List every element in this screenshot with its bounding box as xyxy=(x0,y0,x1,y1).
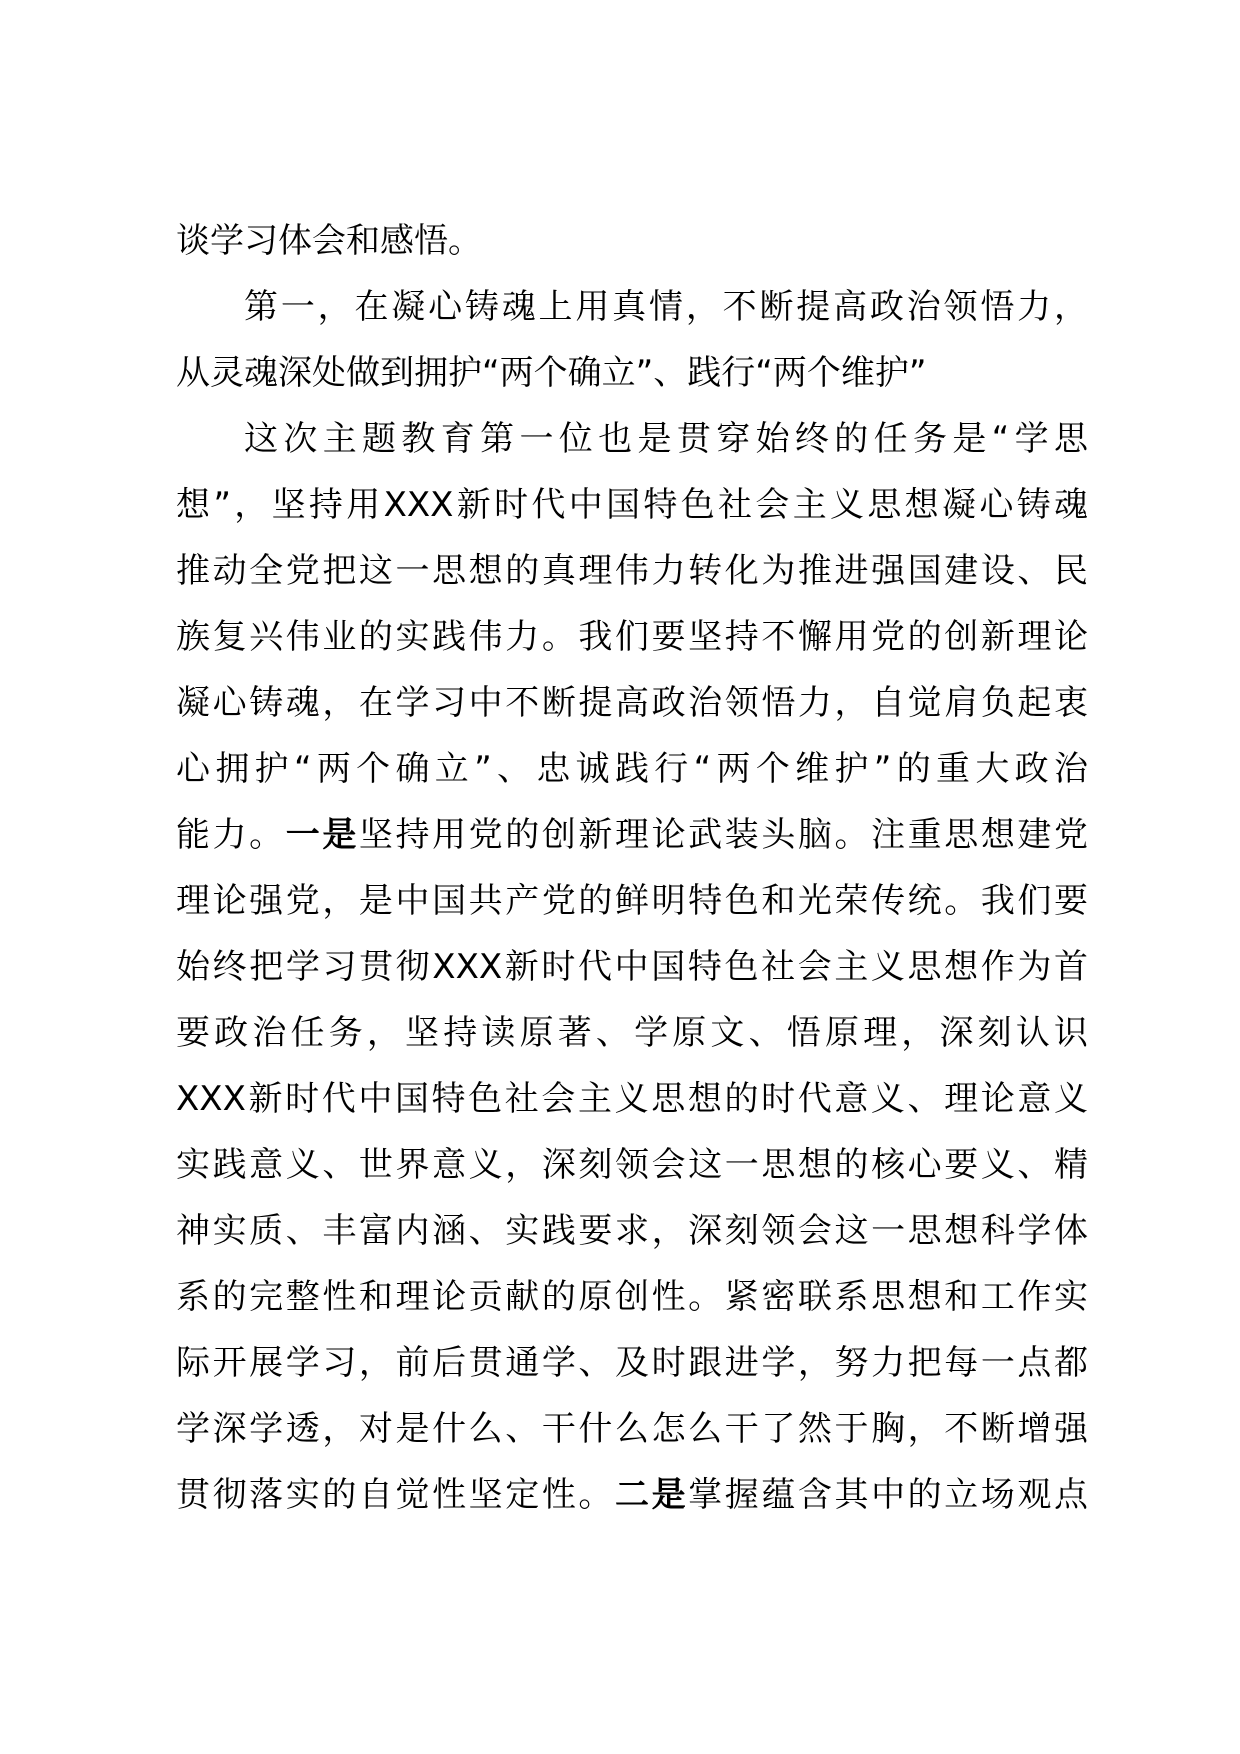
paragraph-line-15: 际开展学习，前后贯通学、及时跟进学，努力把每一点都 xyxy=(176,1343,1088,1383)
paragraph-line-16: 学深学透，对是什么、干什么怎么干了然于胸，不断增强 xyxy=(176,1409,1088,1449)
paragraph-line-14: 系的完整性和理论贡献的原创性。紧密联系思想和工作实 xyxy=(176,1277,1088,1317)
paragraph-line-1: 这次主题教育第一位也是贯穿始终的任务是“学思 xyxy=(244,419,1088,459)
paragraph-line-3: 推动全党把这一思想的真理伟力转化为推进强国建设、民 xyxy=(176,551,1088,591)
paragraph-line-8: 理论强党，是中国共产党的鲜明特色和光荣传统。我们要 xyxy=(176,881,1088,921)
paragraph-line-13: 神实质、丰富内涵、实践要求，深刻领会这一思想科学体 xyxy=(176,1211,1088,1251)
point-marker-2: 二是 xyxy=(615,1475,689,1515)
line-7-post: 坚持用党的创新理论武装头脑。注重思想建党 xyxy=(358,815,1088,855)
section-heading-line-1: 第一，在凝心铸魂上用真情，不断提高政治领悟力， xyxy=(244,287,1088,327)
paragraph-line-7 xyxy=(176,802,1088,868)
line-7-pre: 能力。 xyxy=(176,815,286,855)
paragraph-line-11: XXX新时代中国特色社会主义思想的时代意义、理论意义 xyxy=(176,1079,1088,1119)
section-heading-line-2: 从灵魂深处做到拥护“两个确立”、践行“两个维护” xyxy=(176,353,927,393)
line-17-pre: 贯彻落实的自觉性坚定性。 xyxy=(176,1475,615,1515)
paragraph-line-17 xyxy=(176,1462,1088,1528)
paragraph-line-4: 族复兴伟业的实践伟力。我们要坚持不懈用党的创新理论 xyxy=(176,617,1088,657)
text-line-1: 谈学习体会和感悟。 xyxy=(176,221,482,261)
line-17-post: 掌握蕴含其中的立场观点 xyxy=(688,1475,1088,1515)
paragraph-line-5: 凝心铸魂，在学习中不断提高政治领悟力，自觉肩负起衷 xyxy=(176,683,1088,723)
body-text xyxy=(176,208,1088,1528)
paragraph-line-6: 心拥护“两个确立”、忠诚践行“两个维护”的重大政治 xyxy=(176,749,1088,789)
paragraph-line-10: 要政治任务，坚持读原著、学原文、悟原理，深刻认识 xyxy=(176,1013,1088,1053)
paragraph-line-12: 实践意义、世界意义，深刻领会这一思想的核心要义、精 xyxy=(176,1145,1088,1185)
paragraph-line-2: 想”，坚持用XXX新时代中国特色社会主义思想凝心铸魂 xyxy=(176,485,1088,525)
paragraph-line-9: 始终把学习贯彻XXX新时代中国特色社会主义思想作为首 xyxy=(176,947,1088,987)
point-marker-1: 一是 xyxy=(285,815,359,855)
